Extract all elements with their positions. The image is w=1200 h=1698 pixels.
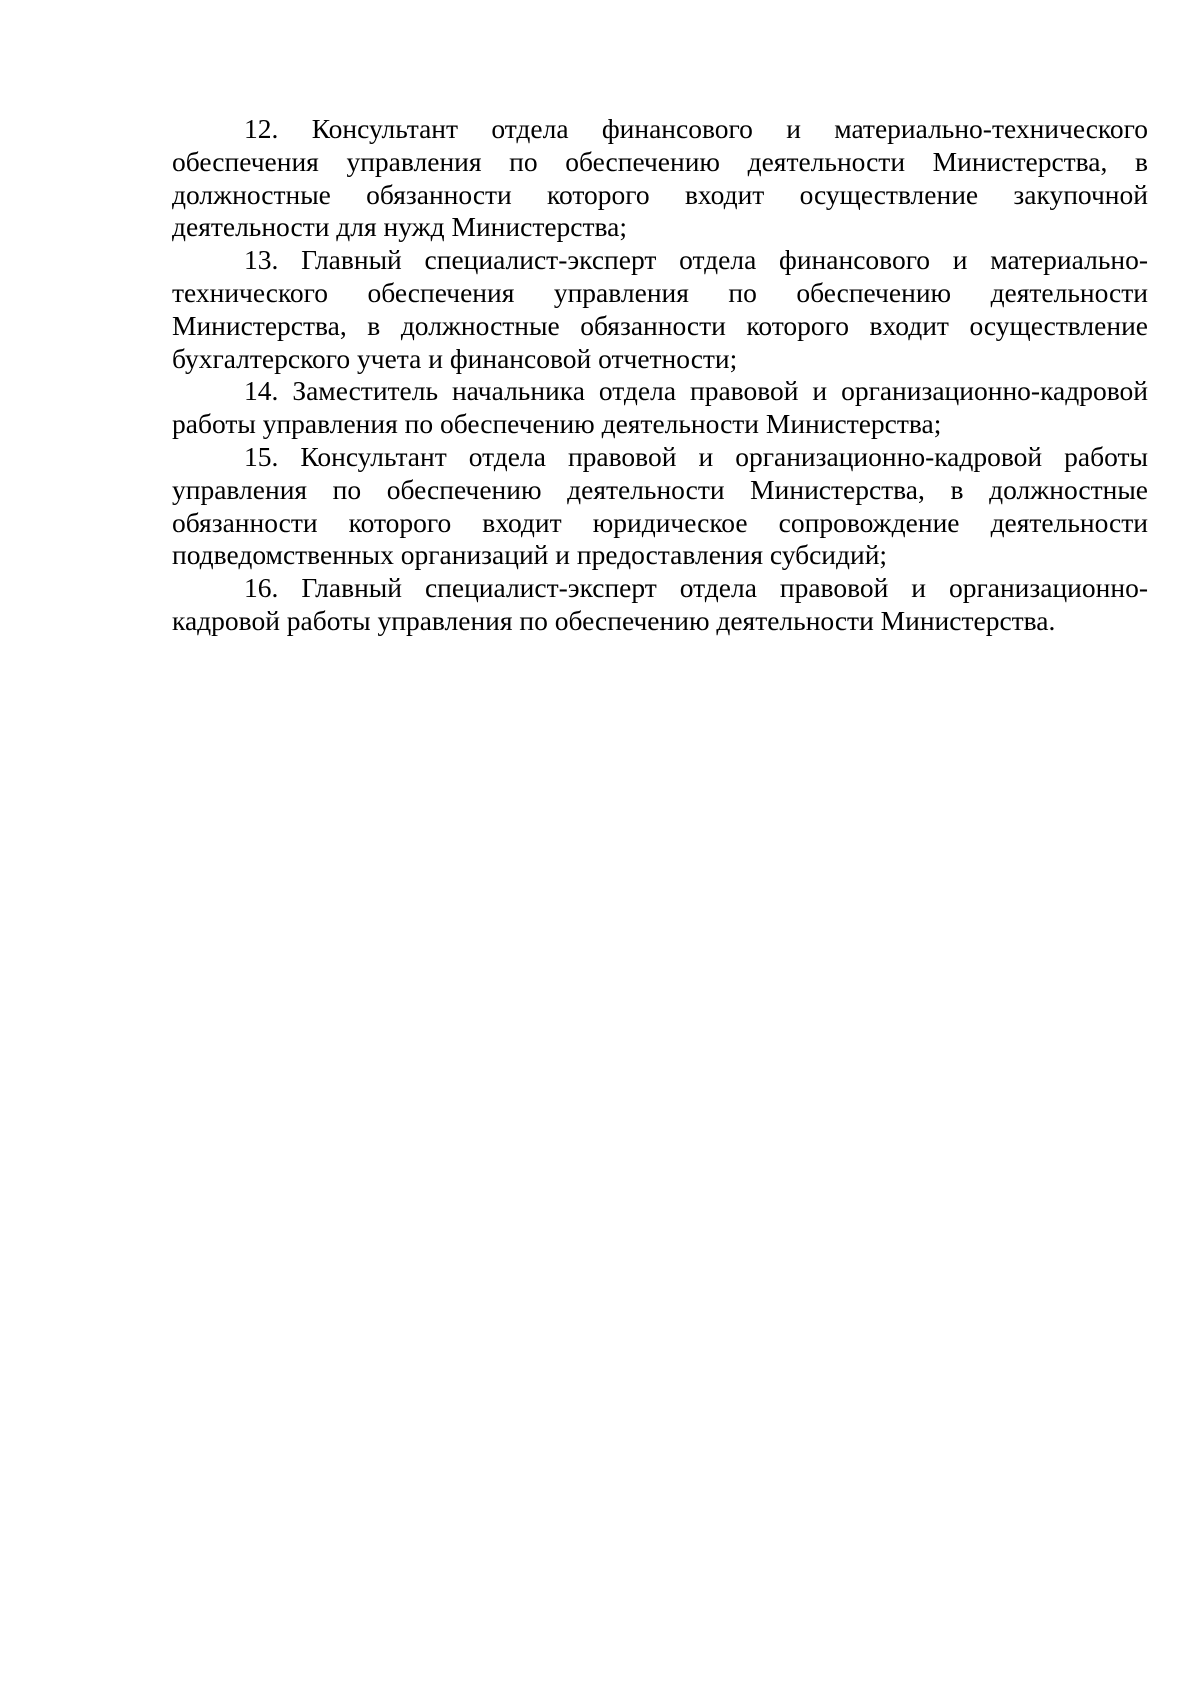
paragraph-item-16: 16. Главный специалист-эксперт отдела правовой и организационно-кадровой работы управления по обеспечению деятельности Министерства. [172, 572, 1148, 636]
document-body [172, 113, 1148, 638]
paragraph-item-14: 14. Заместитель начальника отдела правовой и организационно-кадровой работы управления по обеспечению деятельности Министерства; [172, 375, 1148, 440]
paragraph-item-13: 13. Главный специалист-эксперт отдела финансового и материально-технического обеспечения управления по обеспечению деятельности Министерства, в должностные обязанности которого входит осуществление бухгалтерского учета и финансовой отчетности; [172, 244, 1148, 374]
paragraph-item-15: 15. Консультант отдела правовой и организационно-кадровой работы управления по обеспечению деятельности Министерства, в должностные обязанности которого входит юридическое сопровождение деятельности подведомственных организаций и предоставления субсидий; [172, 440, 1148, 571]
paragraph-item-12: 12. Консультант отдела финансового и материально-технического обеспечения управления по обеспечению деятельности Министерства, в должностные обязанности которого входит осуществление закупочной деятельности для нужд Министерства; [172, 113, 1148, 243]
